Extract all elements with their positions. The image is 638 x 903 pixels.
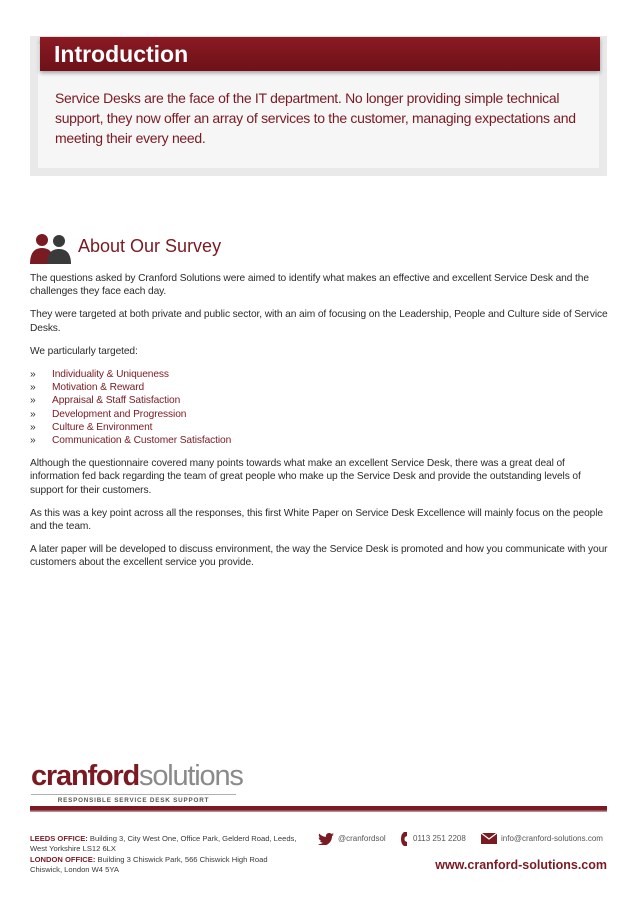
twitter-contact[interactable]	[318, 832, 386, 846]
london-office-label: LONDON OFFICE:	[30, 854, 96, 864]
paragraph: The questions asked by Cranford Solutions were aimed to identify what makes an effective and excellent Service Desk and the challenges they face each day.	[30, 273, 589, 298]
survey-body	[30, 272, 610, 580]
intro-title: Introduction	[54, 41, 189, 67]
phone-contact[interactable]	[401, 832, 466, 846]
list-item-label: Development and Progression	[52, 408, 187, 420]
website-link[interactable]: www.cranford-solutions.com	[435, 858, 607, 872]
email-contact[interactable]	[481, 832, 603, 846]
bullet: »	[30, 382, 36, 394]
logo-part1: cranford	[31, 760, 140, 792]
list-item	[30, 394, 610, 407]
list-item	[30, 368, 610, 381]
list-item-label: Individuality & Uniqueness	[52, 369, 169, 381]
logo-tagline: RESPONSIBLE SERVICE DESK SUPPORT	[31, 794, 236, 804]
envelope-icon	[481, 833, 497, 844]
survey-heading: About Our Survey	[78, 236, 222, 256]
office-addresses	[30, 834, 300, 876]
list-item-label: Motivation & Reward	[52, 382, 145, 394]
leeds-office	[30, 834, 300, 855]
paragraph: A later paper will be developed to discuss environment, the way the Service Desk is promoted and how you communicate with your customers about the excellent service you provide.	[30, 544, 608, 569]
bullet: »	[30, 421, 36, 433]
paragraph: They were targeted at both private and public sector, with an aim of focusing on the Leadership, People and Culture side of Service Desks.	[30, 309, 608, 334]
paragraph: As this was a key point across all the responses, this first White Paper on Service Desk Excellence will mainly focus on the people and the team.	[30, 507, 603, 533]
phone-number: 0113 251 2208	[413, 834, 466, 844]
list-item	[30, 381, 610, 394]
bullet: »	[30, 408, 36, 420]
logo-part2: solutions	[139, 760, 243, 792]
company-logo	[31, 760, 251, 804]
footer-divider	[30, 806, 607, 812]
bullet: »	[30, 395, 36, 407]
list-item	[30, 434, 610, 447]
bullet: »	[30, 369, 36, 381]
logo-wordmark	[31, 760, 251, 792]
leeds-office-label: LEEDS OFFICE:	[30, 834, 88, 843]
twitter-icon	[318, 833, 334, 845]
email-address: info@cranford-solutions.com	[501, 834, 603, 843]
list-item-label: Culture & Environment	[52, 421, 153, 433]
list-item	[30, 408, 610, 421]
twitter-handle: @cranfordsol	[338, 834, 386, 843]
list-item-label: Appraisal & Staff Satisfaction	[52, 395, 181, 407]
intro-text: Service Desks are the face of the IT department. No longer providing simple technical support, they now offer an array of services to the customer, managing expectations and meeting their every need.	[55, 90, 576, 146]
leeds-office-address: Building 3, City West One, Office Park, Gelderd Road, Leeds, West Yorkshire LS12 6LX	[30, 834, 297, 854]
targeted-list	[30, 368, 610, 447]
paragraph: We particularly targeted:	[30, 345, 138, 357]
paragraph: Although the questionnaire covered many points towards what make an excellent Service Desk, there was a great deal of information fed back regarding the team of great people who make up the Service Desk and provide the outstanding levels of support for their customers.	[30, 458, 581, 496]
list-item	[30, 421, 610, 434]
london-office	[30, 855, 300, 876]
london-office-address: Building 3 Chiswick Park, 566 Chiswick High Road Chiswick, London W4 5YA	[30, 854, 268, 875]
people-icon	[30, 232, 72, 264]
intro-title-bar	[40, 37, 600, 71]
phone-icon	[401, 832, 409, 846]
list-item-label: Communication & Customer Satisfaction	[52, 435, 232, 447]
bullet: »	[30, 435, 36, 447]
